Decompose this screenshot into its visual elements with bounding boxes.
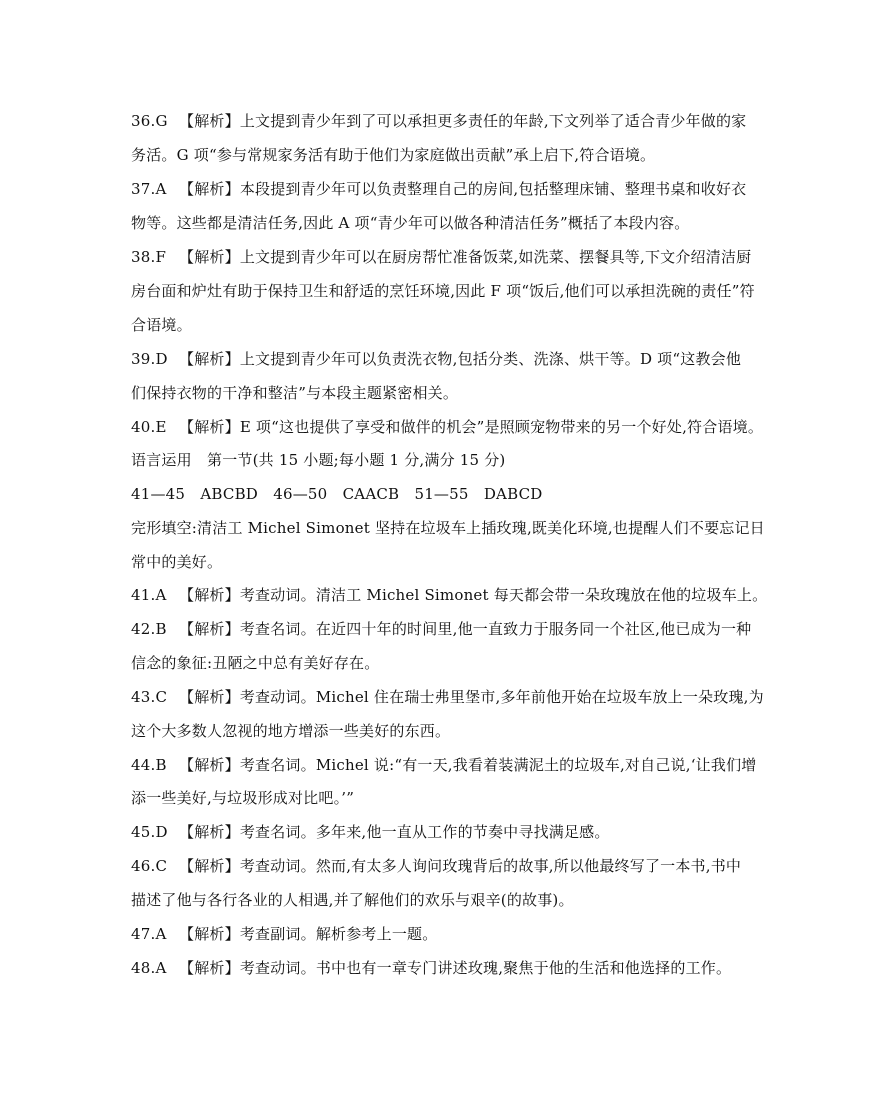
analysis-text: 考查名词。多年来,他一直从工作的节奏中寻找满足感。 <box>239 823 610 841</box>
question-number: 37.A <box>131 180 167 198</box>
analysis-tag: 【解析】 <box>179 620 240 638</box>
section-heading <box>131 450 771 470</box>
analysis-text: 们保持衣物的干净和整洁”与本段主题紧密相关。 <box>131 384 459 402</box>
answer-46-line-2 <box>131 890 771 910</box>
analysis-text: 务活。G 项“参与常规家务活有助于他们为家庭做出贡献”承上启下,符合语境。 <box>131 146 656 164</box>
analysis-tag: 【解析】 <box>179 925 240 943</box>
analysis-tag: 【解析】 <box>179 857 240 875</box>
analysis-tag: 【解析】 <box>179 688 240 706</box>
analysis-text: 房台面和炉灶有助于保持卫生和舒适的烹饪环境,因此 F 项“饭后,他们可以承担洗碗的责任”符 <box>131 282 755 300</box>
question-number: 47.A <box>131 925 167 943</box>
question-number: 38.F <box>131 248 167 266</box>
analysis-text: 考查动词。Michel 住在瑞士弗里堡市,多年前他开始在垃圾车放上一朵玫瑰,为 <box>239 688 764 706</box>
analysis-tag: 【解析】 <box>179 756 240 774</box>
answer-38-line-2 <box>131 281 771 301</box>
analysis-text: 信念的象征:丑陋之中总有美好存在。 <box>131 654 380 672</box>
analysis-text: 物等。这些都是清洁任务,因此 A 项“青少年可以做各种清洁任务”概括了本段内容。 <box>131 214 690 232</box>
analysis-tag: 【解析】 <box>179 586 240 604</box>
question-number: 45.D <box>131 823 168 841</box>
answer-47-line-1 <box>131 924 771 944</box>
analysis-text: 描述了他与各行各业的人相遇,并了解他们的欢乐与艰辛(的故事)。 <box>131 891 574 909</box>
answer-38-line-1 <box>131 247 771 267</box>
analysis-text: 上文提到青少年可以在厨房帮忙准备饭菜,如洗菜、摆餐具等,下文介绍清洁厨 <box>239 248 752 266</box>
analysis-tag: 【解析】 <box>179 180 240 198</box>
question-number: 42.B <box>131 620 167 638</box>
answer-37-line-2 <box>131 213 771 233</box>
analysis-tag: 【解析】 <box>179 823 240 841</box>
answer-40-line-1 <box>131 417 771 437</box>
analysis-text: 上文提到青少年到了可以承担更多责任的年龄,下文列举了适合青少年做的家 <box>239 112 747 130</box>
analysis-text: 考查名词。Michel 说:“有一天,我看着装满泥土的垃圾车,对自己说,‘让我们增 <box>239 756 757 774</box>
answer-43-line-1 <box>131 687 771 707</box>
answer-46-line-1 <box>131 856 771 876</box>
question-number: 39.D <box>131 350 168 368</box>
answer-39-line-1 <box>131 349 771 369</box>
analysis-text: 合语境。 <box>131 316 192 334</box>
analysis-text: 本段提到青少年可以负责整理自己的房间,包括整理床铺、整理书桌和收好衣 <box>239 180 747 198</box>
answer-37-line-1 <box>131 179 771 199</box>
cloze-intro-line-1 <box>131 518 771 538</box>
answer-42-line-1 <box>131 619 771 639</box>
analysis-text: 这个大多数人忽视的地方增添一些美好的东西。 <box>131 722 451 740</box>
question-number: 46.C <box>131 857 168 875</box>
question-number: 40.E <box>131 418 167 436</box>
question-number: 44.B <box>131 756 167 774</box>
analysis-text: 考查动词。书中也有一章专门讲述玫瑰,聚焦于他的生活和他选择的工作。 <box>239 959 732 977</box>
analysis-text: 考查动词。然而,有太多人询问玫瑰背后的故事,所以他最终写了一本书,书中 <box>239 857 742 875</box>
answer-39-line-2 <box>131 383 771 403</box>
cloze-intro-line-2 <box>131 552 771 572</box>
analysis-tag: 【解析】 <box>179 350 240 368</box>
analysis-text: 考查副词。解析参考上一题。 <box>239 925 438 943</box>
question-number: 43.C <box>131 688 168 706</box>
analysis-text: 添一些美好,与垃圾形成对比吧。’” <box>131 789 355 807</box>
answer-41-line-1 <box>131 585 771 605</box>
answer-36-line-1 <box>131 111 771 131</box>
analysis-tag: 【解析】 <box>179 959 240 977</box>
analysis-tag: 【解析】 <box>179 112 240 130</box>
analysis-text: E 项“这也提供了享受和做伴的机会”是照顾宠物带来的另一个好处,符合语境。 <box>239 418 764 436</box>
answer-38-line-3 <box>131 315 771 335</box>
analysis-tag: 【解析】 <box>179 418 240 436</box>
answer-44-line-2 <box>131 788 771 808</box>
analysis-text: 上文提到青少年可以负责洗衣物,包括分类、洗涤、烘干等。D 项“这教会他 <box>239 350 742 368</box>
answer-48-line-1 <box>131 958 771 978</box>
answer-42-line-2 <box>131 653 771 673</box>
analysis-text: 考查动词。清洁工 Michel Simonet 每天都会带一朵玫瑰放在他的垃圾车上。 <box>239 586 768 604</box>
answer-summary-text: 41—45 ABCBD 46—50 CAACB 51—55 DABCD <box>131 485 543 503</box>
question-number: 36.G <box>131 112 168 130</box>
question-number: 41.A <box>131 586 167 604</box>
answer-45-line-1 <box>131 822 771 842</box>
answer-44-line-1 <box>131 755 771 775</box>
answer-43-line-2 <box>131 721 771 741</box>
question-number: 48.A <box>131 959 167 977</box>
analysis-tag: 【解析】 <box>179 248 240 266</box>
answer-summary <box>131 484 771 504</box>
cloze-intro-text: 完形填空:清洁工 Michel Simonet 坚持在垃圾车上插玫瑰,既美化环境,也提醒人们不要忘记日 <box>131 519 765 537</box>
analysis-text: 考查名词。在近四十年的时间里,他一直致力于服务同一个社区,他已成为一种 <box>239 620 752 638</box>
cloze-intro-text: 常中的美好。 <box>131 553 223 571</box>
answer-36-line-2 <box>131 145 771 165</box>
section-heading-text: 语言运用 第一节(共 15 小题;每小题 1 分,满分 15 分) <box>131 451 506 469</box>
